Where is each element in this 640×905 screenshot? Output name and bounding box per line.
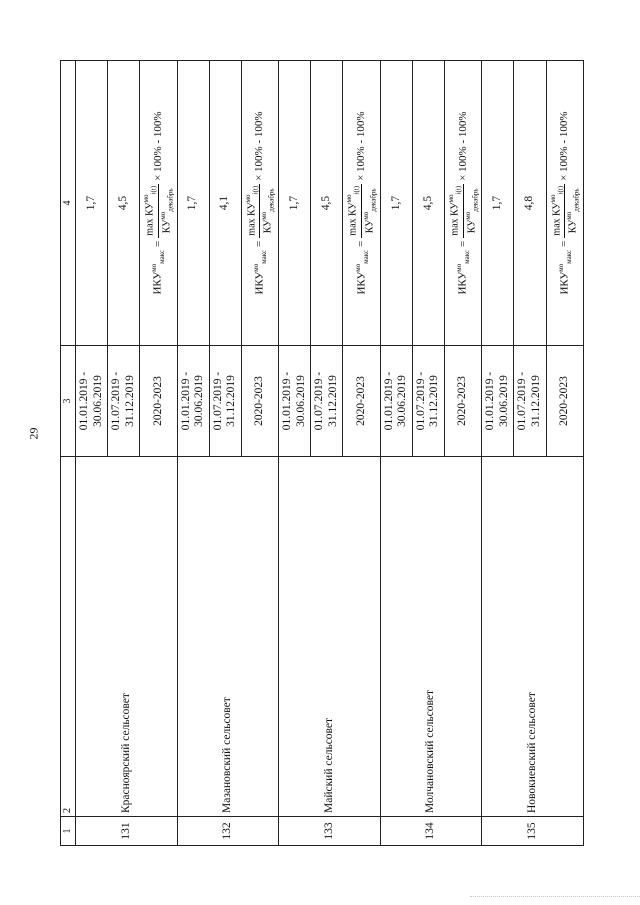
formula-den-sup: мо	[565, 211, 574, 220]
document-sheet	[60, 60, 584, 846]
page-number: 29	[26, 427, 41, 440]
formula-numerator	[345, 184, 362, 238]
formula-num-sup: мо	[345, 194, 354, 203]
index-value-half1: 1,7	[380, 61, 412, 346]
formula-lhs	[150, 250, 166, 295]
formula-fraction	[244, 184, 276, 238]
formula-tail: × 100% - 100%	[253, 111, 266, 181]
formula-num-text: max КУ	[551, 202, 563, 236]
formula-cell	[140, 61, 177, 346]
formula-den-text: КУ	[262, 219, 274, 234]
row-number: 134	[380, 817, 482, 846]
period-half2: 01.07.2019 - 31.12.2019	[311, 346, 343, 457]
formula-numerator	[447, 184, 464, 238]
formula-num-sup: мо	[548, 194, 557, 203]
formula-lhs-sup: мо	[353, 263, 362, 272]
municipality-name: Майский сельсовет	[279, 457, 381, 817]
formula-cell	[546, 61, 583, 346]
table-row	[76, 61, 108, 846]
row-number: 135	[482, 817, 584, 846]
formula-cell	[241, 61, 278, 346]
formula-den-sup: мо	[463, 211, 472, 220]
formula-num-text: max КУ	[347, 202, 359, 236]
formula-lhs-text: ИКУ	[558, 271, 571, 295]
index-value-half2: 4,8	[514, 61, 546, 346]
index-formula	[244, 111, 276, 294]
formula-lhs-sub: макс	[158, 249, 167, 264]
formula-num-sub: i(t)	[556, 185, 565, 195]
table-row	[380, 61, 412, 846]
index-formula	[345, 111, 377, 294]
formula-numerator	[142, 184, 159, 238]
scan-artifact	[470, 896, 640, 900]
formula-lhs-sup: мо	[556, 263, 565, 272]
formula-denominator	[362, 186, 378, 235]
period-range: 2020-2023	[140, 346, 177, 457]
header-col-2: 2	[61, 457, 76, 817]
index-value-half2: 4,5	[108, 61, 140, 346]
row-number: 132	[177, 817, 279, 846]
formula-equals: =	[558, 240, 571, 247]
formula-equals: =	[456, 240, 469, 247]
formula-num-text: max КУ	[449, 202, 461, 236]
header-col-3: 3	[61, 346, 76, 457]
index-value-half2: 4,5	[311, 61, 343, 346]
municipality-name: Молчановский сельсовет	[380, 457, 482, 817]
formula-numerator	[244, 184, 261, 238]
formula-lhs	[455, 250, 471, 295]
formula-tail: × 100% - 100%	[151, 111, 164, 181]
index-formula	[447, 111, 479, 294]
index-formula	[142, 111, 174, 294]
formula-den-text: КУ	[364, 219, 376, 234]
formula-denominator	[464, 186, 480, 235]
header-row	[61, 61, 76, 846]
formula-fraction	[447, 184, 479, 238]
formula-denominator	[565, 186, 581, 235]
formula-lhs	[252, 250, 268, 295]
formula-lhs-sup: мо	[150, 263, 159, 272]
table-body	[76, 61, 584, 846]
municipality-name: Новокиевский сельсовет	[482, 457, 584, 817]
formula-den-sub: декабрь	[166, 188, 175, 212]
formula-num-text: max КУ	[246, 202, 258, 236]
rotated-table-wrapper	[60, 60, 584, 846]
formula-lhs	[557, 250, 573, 295]
header-col-1: 1	[61, 817, 76, 846]
formula-lhs-sub: макс	[462, 249, 471, 264]
formula-den-sub: декабрь	[369, 188, 378, 212]
period-half2: 01.07.2019 - 31.12.2019	[108, 346, 140, 457]
row-number: 133	[279, 817, 381, 846]
formula-denominator	[260, 186, 276, 235]
formula-lhs-sub: макс	[259, 249, 268, 264]
formula-lhs-text: ИКУ	[151, 271, 164, 295]
period-half1: 01.01.2019 - 30.06.2019	[279, 346, 311, 457]
formula-den-text: КУ	[567, 219, 579, 234]
formula-tail: × 100% - 100%	[558, 111, 571, 181]
formula-lhs-text: ИКУ	[253, 271, 266, 295]
formula-lhs-sup: мо	[251, 263, 260, 272]
index-value-half1: 1,7	[177, 61, 209, 346]
table-row	[177, 61, 209, 846]
formula-num-sup: мо	[447, 194, 456, 203]
period-half1: 01.01.2019 - 30.06.2019	[76, 346, 108, 457]
period-half1: 01.01.2019 - 30.06.2019	[482, 346, 514, 457]
formula-lhs-text: ИКУ	[355, 271, 368, 295]
row-number: 131	[76, 817, 178, 846]
formula-lhs-sub: макс	[564, 249, 573, 264]
formula-lhs-text: ИКУ	[456, 271, 469, 295]
formula-equals: =	[355, 240, 368, 247]
formula-num-sub: i(t)	[352, 185, 361, 195]
formula-tail: × 100% - 100%	[355, 111, 368, 181]
period-half1: 01.01.2019 - 30.06.2019	[380, 346, 412, 457]
formula-num-text: max КУ	[144, 202, 156, 236]
formula-numerator	[549, 184, 566, 238]
formula-cell	[444, 61, 481, 346]
index-value-half2: 4,1	[209, 61, 241, 346]
formula-num-sub: i(t)	[251, 185, 260, 195]
period-range: 2020-2023	[546, 346, 583, 457]
formula-fraction	[142, 184, 174, 238]
table-row	[279, 61, 311, 846]
formula-denominator	[159, 186, 175, 235]
formula-fraction	[345, 184, 377, 238]
period-half2: 01.07.2019 - 31.12.2019	[412, 346, 444, 457]
formula-tail: × 100% - 100%	[456, 111, 469, 181]
formula-den-sub: декабрь	[572, 188, 581, 212]
formula-cell	[343, 61, 380, 346]
index-value-half1: 1,7	[279, 61, 311, 346]
formula-den-sub: декабрь	[267, 188, 276, 212]
formula-den-sup: мо	[260, 211, 269, 220]
formula-den-sup: мо	[158, 211, 167, 220]
tariff-index-table	[60, 60, 584, 846]
index-value-half1: 1,7	[76, 61, 108, 346]
formula-lhs-sub: макс	[361, 249, 370, 264]
formula-lhs-sup: мо	[455, 263, 464, 272]
formula-fraction	[549, 184, 581, 238]
formula-den-text: КУ	[161, 219, 173, 234]
index-formula	[549, 111, 581, 294]
period-range: 2020-2023	[241, 346, 278, 457]
formula-num-sub: i(t)	[149, 185, 158, 195]
municipality-name: Мазановский сельсовет	[177, 457, 279, 817]
formula-den-text: КУ	[465, 219, 477, 234]
header-col-4: 4	[61, 61, 76, 346]
period-range: 2020-2023	[444, 346, 481, 457]
period-half1: 01.01.2019 - 30.06.2019	[177, 346, 209, 457]
formula-num-sub: i(t)	[454, 185, 463, 195]
formula-num-sup: мо	[142, 194, 151, 203]
municipality-name: Красноярский сельсовет	[76, 457, 178, 817]
period-half2: 01.07.2019 - 31.12.2019	[209, 346, 241, 457]
formula-equals: =	[151, 240, 164, 247]
formula-num-sup: мо	[243, 194, 252, 203]
formula-den-sub: декабрь	[470, 188, 479, 212]
formula-equals: =	[253, 240, 266, 247]
period-half2: 01.07.2019 - 31.12.2019	[514, 346, 546, 457]
table-row	[482, 61, 514, 846]
index-value-half2: 4,5	[412, 61, 444, 346]
period-range: 2020-2023	[343, 346, 380, 457]
formula-lhs	[354, 250, 370, 295]
index-value-half1: 1,7	[482, 61, 514, 346]
formula-den-sup: мо	[362, 211, 371, 220]
